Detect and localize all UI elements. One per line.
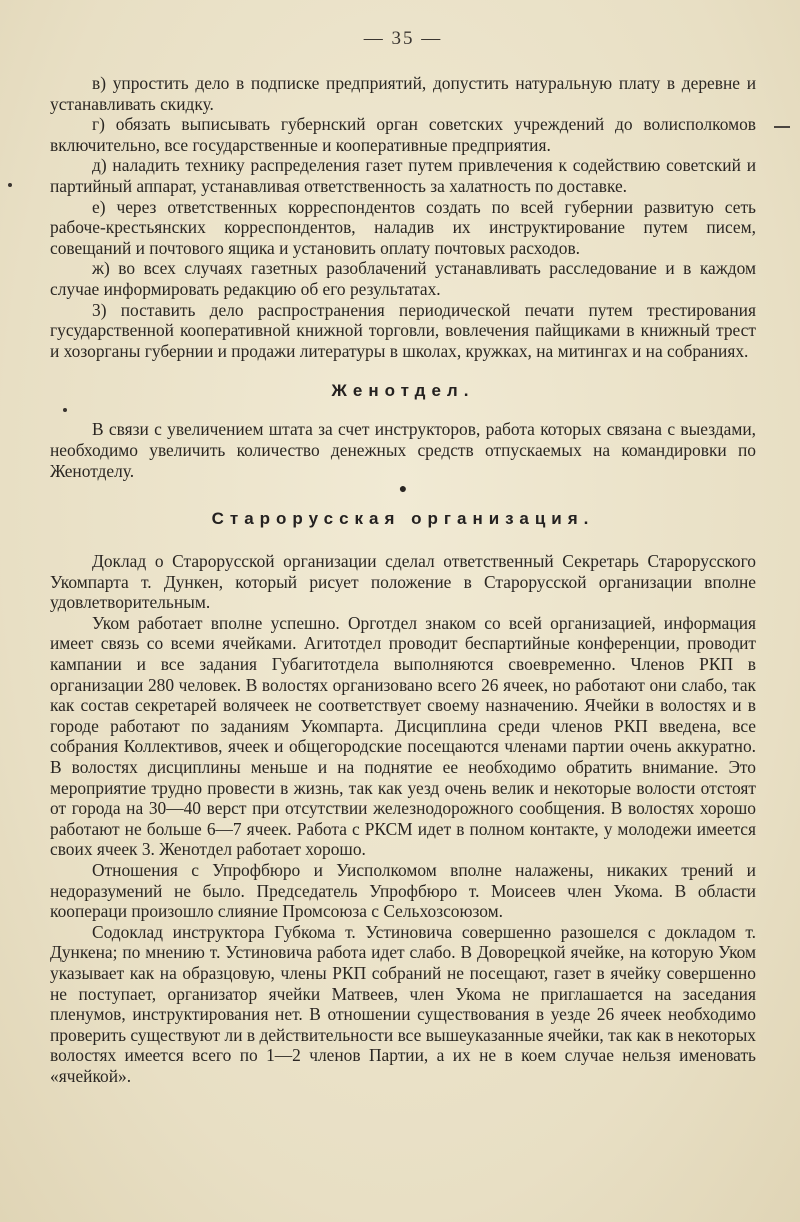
section-heading-zhenotdel: Женотдел.: [331, 381, 475, 401]
list-item-zh: ж) во всех случаях газетных разоблачений устанавливать расследование и в каждом случае информировать редакцию об его результатах.: [50, 258, 756, 299]
margin-dot: [63, 408, 67, 412]
paragraph-report: Доклад о Старорусской организации сделал ответственный Секретарь Старорусского Укомпарта т. Дункен, который рисует положение в Старорусской организации вполне удовлетворительным.: [50, 551, 756, 613]
margin-dot: [8, 183, 12, 187]
page-number: — 35 —: [363, 28, 443, 49]
list-item-3: 3) поставить дело распространения периодической печати путем трестирования гусударственной кооперативной книжной торговли, вовлечения пайщиками в книжный трест и хозорганы губернии и продажи литературы в школах, кружках, на митингах и на собраниях.: [50, 299, 756, 361]
paragraph-ukom: Уком работает вполне успешно. Орготдел знаком со всей организацией, информация имеет связь со всеми ячейками. Агитотдел проводит беспартийные конференции, проводит кампании и все задания Губагитотдела выполняются своевременно. Членов РКП в организации 280 человек. В волостях организовано всего 26 ячеек, но работают они слабо, так как состав секретарей волячеек не соответствует своему назначению. Ячейки в волостях и в городе работают по заданиям Укомпарта. Дисциплина среди членов РКП введена, все собрания Коллективов, ячеек и общегородские посещаются членами партии очень аккуратно. В волостях дисциплины меньше и на поднятие ее необходимо обратить внимание. Это мероприятие трудно провести в жизнь, так как уезд очень велик и некоторые волости отстоят от города на 30—40 верст при отсутствии железнодорожного сообщения. В волостях хорошо работают не больше 6—7 ячеек. Работа с РКСМ идет в полном контакте, у молодежи имеется своих ячеек 3. Женотдел работает хорошо.: [50, 612, 756, 860]
margin-mark: [774, 126, 790, 128]
paragraph-zhenotdel: В связи с увеличением штата за счет инструкторов, работа которых связана с выездами, необходимо увеличить количество денежных средств отпускаемых на командировки по Женотделу.: [50, 419, 756, 481]
section-heading-staraya-russa: Старорусская организация.: [211, 509, 595, 529]
list-item-v: в) упростить дело в подписке предприятий, допустить натуральную плату в деревне и устанавливать скидку.: [50, 73, 756, 114]
list-item-e: е) через ответственных корреспондентов создать по всей губернии развитую сеть рабоче-крестьянских корреспондентов, наладив их инструктирование путем писем, совещаний и почтового ящика и установить оплату почтовых расходов.: [50, 196, 756, 258]
list-item-d: д) наладить технику распределения газет путем привлечения к содействию советский и партийный аппарат, устанавливая ответственность за халатность по доставке.: [50, 155, 756, 196]
separator-mark: ●: [398, 482, 408, 498]
paragraph-coreport: Содоклад инструктора Губкома т. Устиновича совершенно разошелся с докладом т. Дункена; по мнению т. Устиновича работа идет слабо. В Доворецкой ячейке, на которую Уком указывает как на образцовую, члены РКП собраний не посещают, газет в ячейку совершенно не поступает, организатор ячейки Матвеев, член Укома не приглашается на заседания пленумов, инструктирования нет. В отношении существования в уезде 26 ячеек необходимо проверить существуют ли в действительности все вышеуказанные ячейки, так как в некоторых волостях имеется всего по 1—2 членов Партии, а их не в коем случае нельзя именовать «ячейкой».: [50, 921, 756, 1086]
list-item-g: г) обязать выписывать губернский орган советских учреждений до волисполкомов включительно, все государственные и кооперативные предприятия.: [50, 114, 756, 155]
paragraph-relations: Отношения с Упрофбюро и Уисполкомом вполне налажены, никаких трений и недоразумений не было. Председатель Упрофбюро т. Моисеев член Укома. В области коопераци произошло слияние Промсоюза с Сельхозсоюзом.: [50, 860, 756, 922]
